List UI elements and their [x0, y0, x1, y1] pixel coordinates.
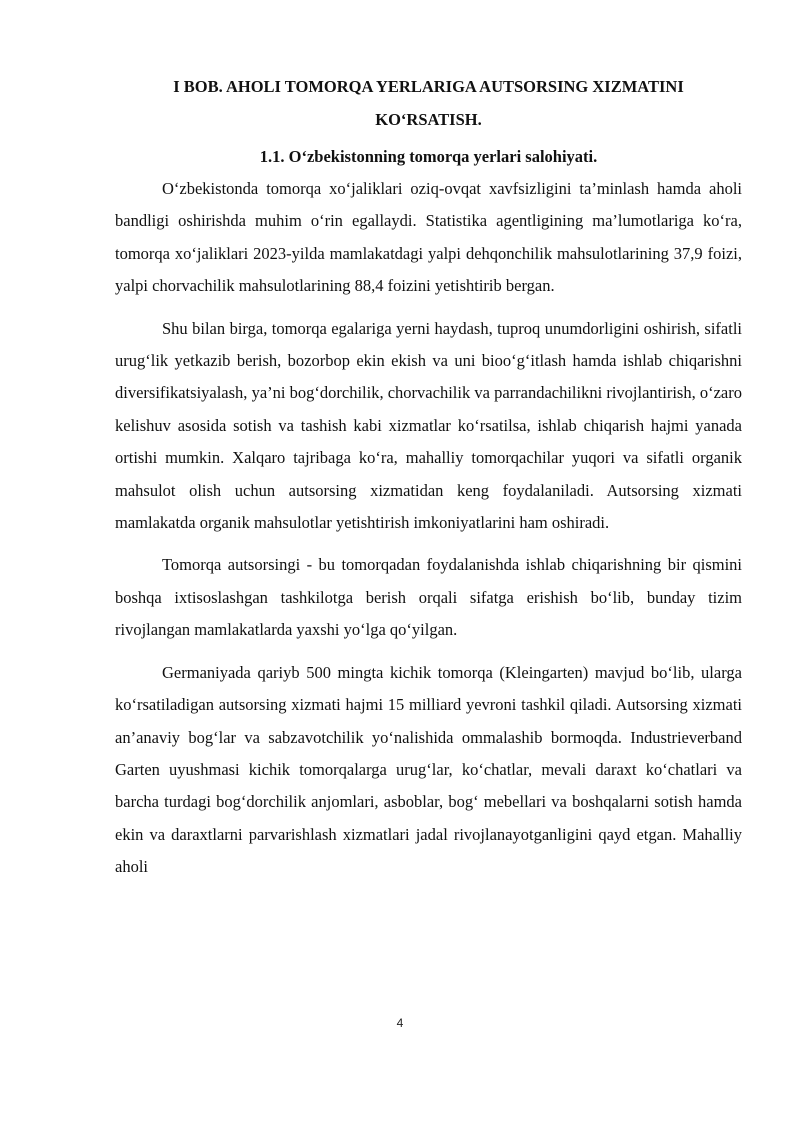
paragraph-1: O‘zbekistonda tomorqa xo‘jaliklari oziq-ovqat xavfsizligini ta’minlash hamda aholi bandligi oshirishda muhim o‘rin egallaydi. Statistika agentligining ma’lumotlariga ko‘ra, tomorqa xo‘jaliklari 2023-yilda mamlakatdagi yalpi dehqonchilik mahsulotlarining 37,9 foizi, yalpi chorvachilik mahsulotlarining 88,4 foizini yetishtirib bergan. [115, 179, 742, 296]
paragraph-2: Shu bilan birga, tomorqa egalariga yerni haydash, tuproq unumdorligini oshirish, sifatli urug‘lik yetkazib berish, bozorbop ekin ekish va uni bioo‘g‘itlash hamda ishlab chiqarishni diversifikatsiyalash, ya’ni bog‘dorchilik, chorvachilik va parrandachilikni rivojlantirish, o‘zaro kelishuv asosida sotish va tashish kabi xizmatlar ko‘rsatilsa, ishlab chiqarish hajmi yanada ortishi mumkin. Xalqaro tajribaga ko‘ra, mahalliy tomorqachilar yuqori va sifatli organik mahsulot olish uchun autsorsing xizmatidan keng foydalaniladi. Autsorsing xizmati mamlakatda organik mahsulotlar yetishtirish imkoniyatlarini ham oshiradi. [115, 318, 742, 533]
chapter-title-line-1: I BOB. AHOLI TOMORQA YERLARIGA AUTSORSING XIZMATINI [173, 77, 684, 96]
paragraph-4: Germaniyada qariyb 500 mingta kichik tomorqa (Kleingarten) mavjud bo‘lib, ularga ko‘rsatiladigan autsorsing xizmati hajmi 15 milliard yevroni tashkil qiladi. Autsorsing xizmati an’anaviy bog‘lar va sabzavotchilik yo‘nalishida ommalashib bormoqda. Industrieverband Garten uyushmasi kichik tomorqalarga urug‘lar, ko‘chatlar, mevali daraxt ko‘chatlari va barcha turdagi bog‘dorchilik anjomlari, asboblar, bog‘ mebellari va boshqalarni sotish hamda ekin va daraxtlarni parvarishlash xizmatlari jadal rivojlanayotganligini qayd etgan. Mahalliy aholi [115, 662, 742, 877]
page-number: 4 [396, 1016, 404, 1030]
paragraph-3: Tomorqa autsorsingi - bu tomorqadan foydalanishda ishlab chiqarishning bir qismini boshqa ixtisoslashgan tashkilotga berish orqali sifatga erishish bo‘lib, bunday tizim rivojlangan mamlakatlarda yaxshi yo‘lga qo‘yilgan. [115, 555, 742, 640]
section-title: 1.1. O‘zbekistonning tomorqa yerlari salohiyati. [259, 147, 598, 166]
chapter-title-line-2: KO‘RSATISH. [375, 110, 482, 129]
document-page [115, 70, 742, 894]
chapter-title [115, 70, 742, 136]
